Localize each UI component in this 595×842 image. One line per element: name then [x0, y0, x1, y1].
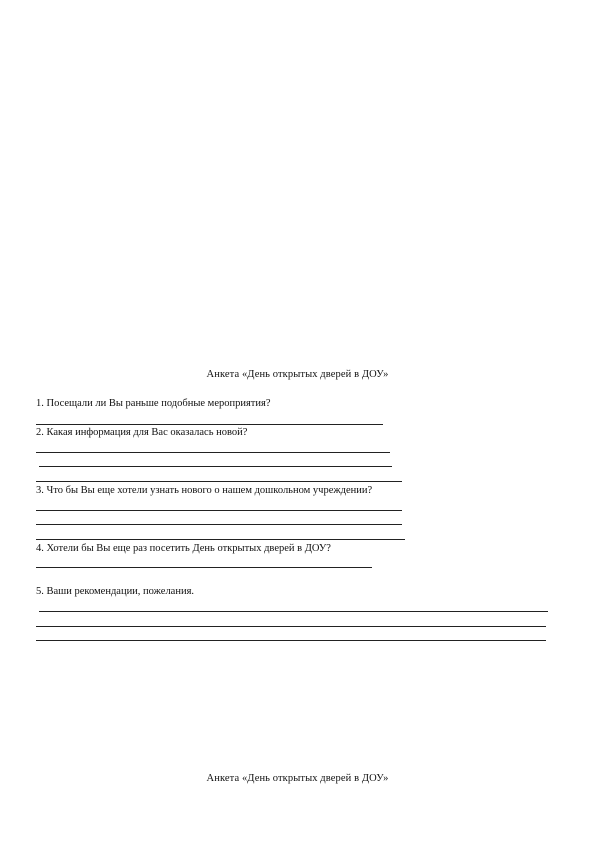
- answer-line-q3-3[interactable]: [36, 539, 405, 540]
- answer-line-q2-1[interactable]: [36, 452, 390, 453]
- next-form-title: Анкета «День открытых дверей в ДОУ»: [206, 773, 389, 784]
- answer-line-q2-2[interactable]: [39, 466, 392, 467]
- question-4: 4. Хотели бы Вы еще раз посетить День открытых дверей в ДОУ?: [36, 543, 331, 554]
- form-title: Анкета «День открытых дверей в ДОУ»: [206, 369, 389, 380]
- answer-line-q5-1[interactable]: [39, 611, 548, 612]
- answer-line-q3-2[interactable]: [36, 524, 402, 525]
- answer-line-q4-1[interactable]: [36, 567, 372, 568]
- answer-line-q3-1[interactable]: [36, 510, 402, 511]
- answer-line-q5-3[interactable]: [36, 640, 546, 641]
- answer-line-q1-1[interactable]: [36, 424, 383, 425]
- question-1: 1. Посещали ли Вы раньше подобные мероприятия?: [36, 398, 271, 409]
- answer-line-q2-3[interactable]: [36, 481, 402, 482]
- question-2: 2. Какая информация для Вас оказалась новой?: [36, 427, 248, 438]
- question-5: 5. Ваши рекомендации, пожелания.: [36, 586, 195, 597]
- question-3: 3. Что бы Вы еще хотели узнать нового о нашем дошкольном учреждении?: [36, 485, 373, 496]
- answer-line-q5-2[interactable]: [36, 626, 546, 627]
